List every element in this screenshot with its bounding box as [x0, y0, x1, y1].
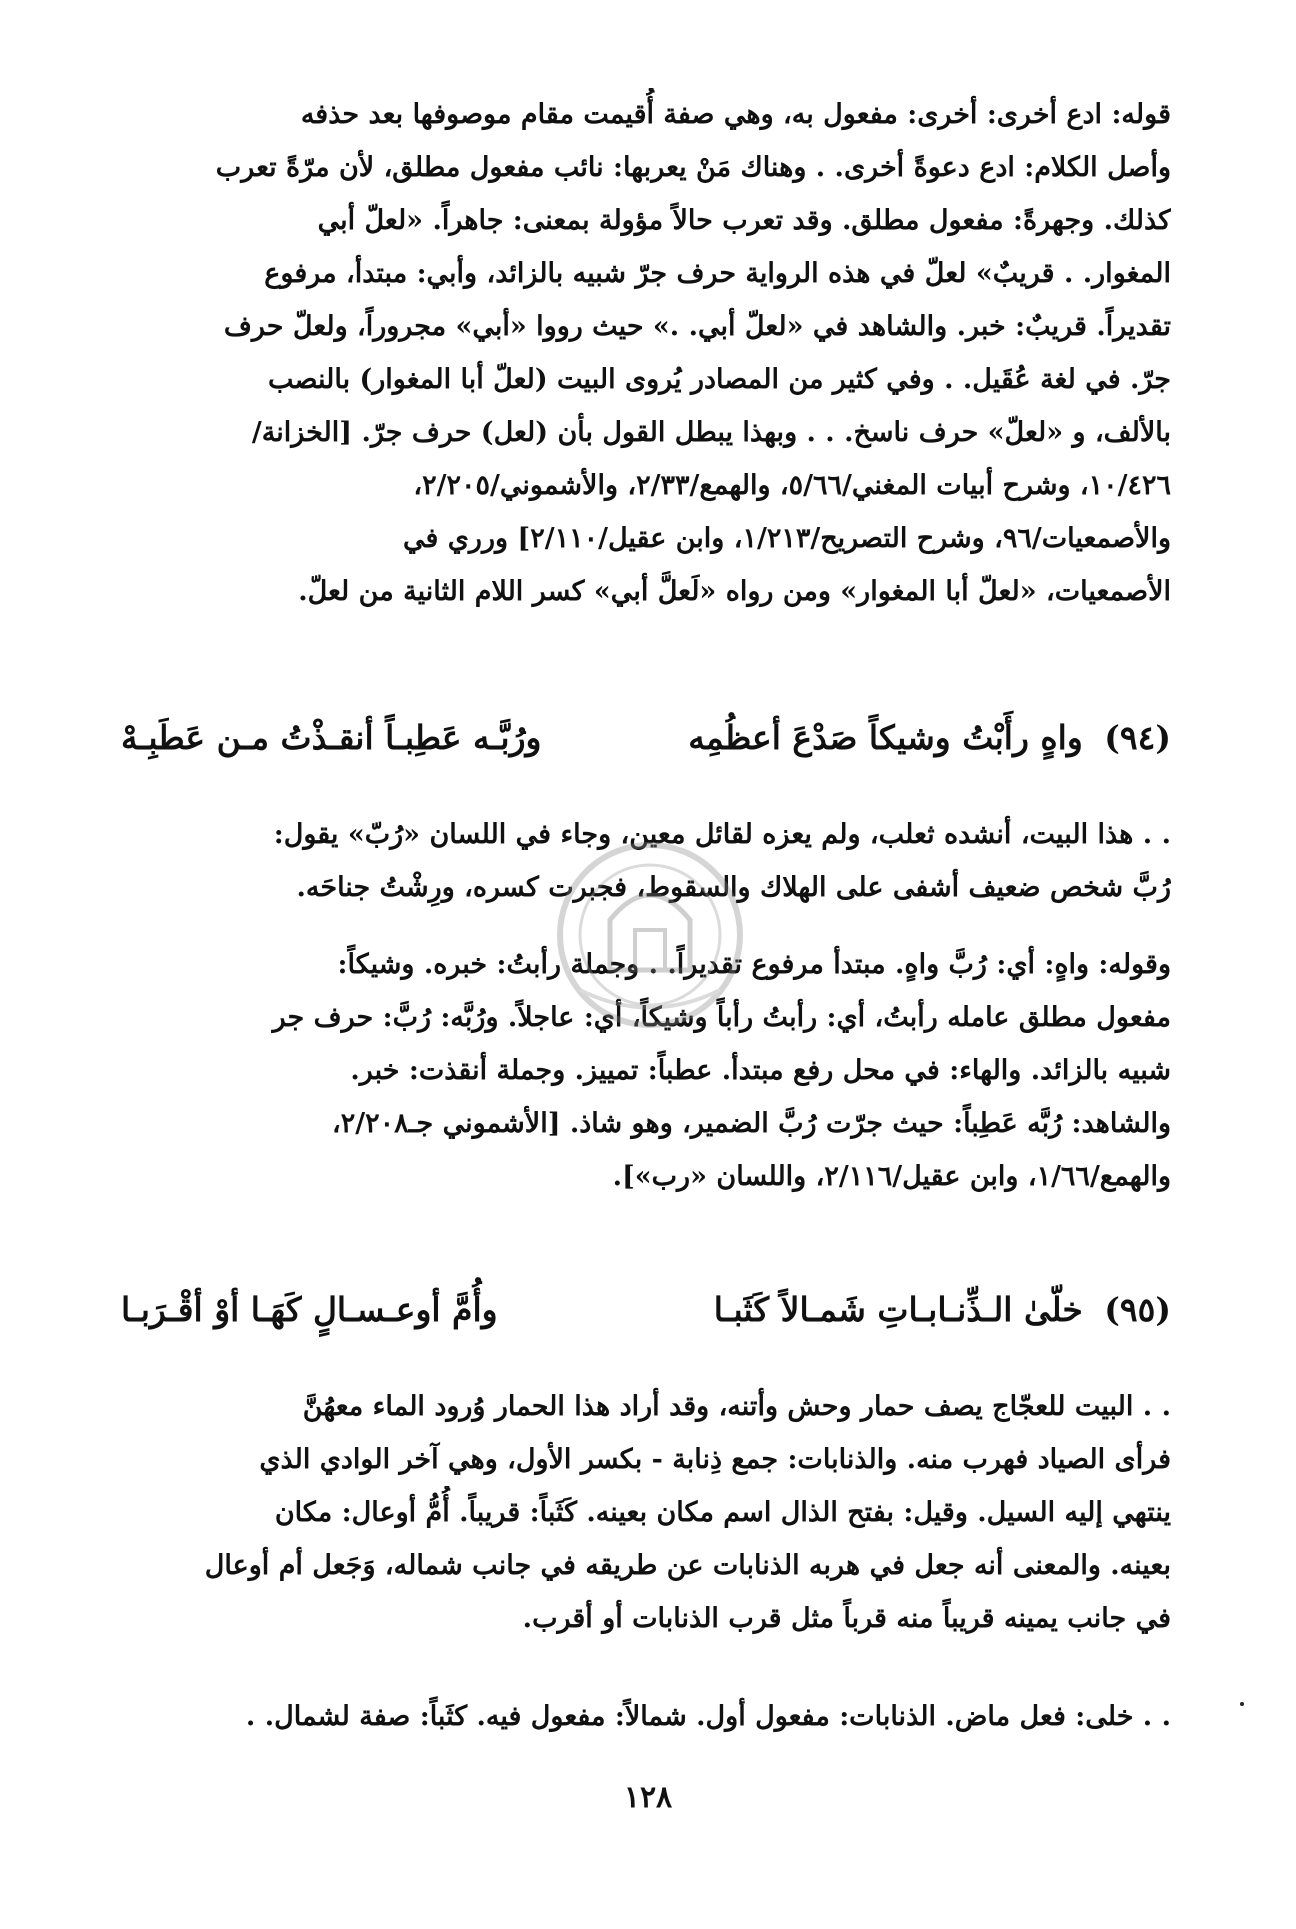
text-line: رُبَّ شخص ضعيف أشفى على الهلاك والسقوط، فجبرت كسره، ورِشْتُ جناحَه. [296, 872, 1171, 903]
text-line: وقوله: واهٍ: أي: رُبَّ واهٍ. مبتدأ مرفوع تقديراً. . وجملة رأبتُ: خبره. وشيكاً: [337, 949, 1171, 980]
library-seal-watermark-icon [540, 830, 760, 1040]
text-line: بالألف، و «لعلّ» حرف ناسخ. . . وبهذا يبطل القول بأن (لعل) حرف جرّ. [الخزانة/ [251, 417, 1171, 448]
verse-second-hemistich: وأُمَّ أوعـسـالٍ كَهَـا أوْ أقْـرَبـا [121, 1290, 498, 1329]
verse-first-hemistich [688, 718, 1171, 757]
text-line: وأصل الكلام: ادع دعوةً أخرى. . وهناك مَنْ يعربها: نائب مفعول مطلق، لأن مرّةً تعرب [215, 152, 1171, 183]
text-line: تقديراً. قريبٌ: خبر. والشاهد في «لعلّ أبي. .» حيث رووا «أبي» مجروراً، ولعلّ حرف [223, 311, 1171, 342]
verse-second-hemistich: ورُبَّـه عَطِبـاً أنقـذْتُ مـن عَطَبِـهْ [121, 718, 542, 757]
page-number: ١٢٨ [623, 1780, 673, 1815]
text-line: . . هذا البيت، أنشده ثعلب، ولم يعزه لقائل معين، وجاء في اللسان «رُبّ» يقول: [273, 819, 1171, 850]
text-line: . . البيت للعجّاج يصف حمار وحش وأتنه، وقد أراد هذا الحمار وُرود الماء معهُنَّ [302, 1391, 1171, 1422]
text-line: مفعول مطلق عامله رأبتُ، أي: رأبتُ رأباً وشيكاً، أي: عاجلاً. ورُبَّه: رُبَّ: حرف جر [272, 1002, 1171, 1033]
text-line: قوله: ادع أخرى: أخرى: مفعول به، وهي صفة أُقيمت مقام موصوفها بعد حذفه [300, 99, 1171, 130]
text-line: والشاهد: رُبَّه عَطِباً: حيث جرّت رُبَّ الضمير، وهو شاذ. [الأشموني جـ٢/٢٠٨، [332, 1108, 1171, 1139]
text-line: فرأى الصياد فهرب منه. والذنابات: جمع ذِنابة - بكسر الأول، وهي آخر الوادي الذي [259, 1444, 1171, 1475]
text-line: الأصمعيات، «لعلّ أبا المغوار» ومن رواه «لَعلَّ أبي» كسر اللام الثانية من لعلّ. [298, 576, 1171, 607]
commentary-block-1 [121, 88, 1171, 618]
verse-text: واهٍ رأَبْتُ وشيكاً صَدْعَ أعظُمِه [688, 718, 1083, 757]
text-line: المغوار. . قريبٌ» لعلّ في هذه الرواية حرف جرّ شبيه بالزائد، وأبي: مبتدأ، مرفوع [264, 258, 1171, 289]
verse-94 [121, 718, 1171, 757]
commentary-block-5 [121, 1690, 1171, 1743]
scan-speck [1240, 1702, 1244, 1706]
text-line: ينتهي إليه السيل. وقيل: بفتح الذال اسم مكان بعينه. كَثَباً: قريباً. أُمُّ أوعال: مكان [274, 1497, 1171, 1528]
text-line: كذلك. وجهرةً: مفعول مطلق. وقد تعرب حالاً مؤولة بمعنى: جاهراً. «لعلّ أبي [317, 205, 1171, 236]
text-line: والهمع/١/٦٦، وابن عقيل/٢/١١٦، واللسان «رب»]. [612, 1161, 1171, 1192]
text-line: شبيه بالزائد. والهاء: في محل رفع مبتدأ. عطباً: تمييز. وجملة أنقذت: خبر. [350, 1055, 1171, 1086]
commentary-block-4 [121, 1380, 1171, 1645]
verse-first-hemistich [714, 1290, 1171, 1329]
verse-number: (٩٤) [1104, 718, 1171, 757]
text-line: في جانب يمينه قريباً منه قرباً مثل قرب الذنابات أو أقرب. [522, 1603, 1171, 1634]
text-line: بعينه. والمعنى أنه جعل في هربه الذنابات عن طريقه في جانب شماله، وَجَعل أم أوعال [204, 1550, 1171, 1581]
text-line: . . خلى: فعل ماض. الذنابات: مفعول أول. شمالاً: مفعول فيه. كثَباً: صفة لشمال. . [245, 1701, 1171, 1732]
text-line: والأصمعيات/٩٦، وشرح التصريح/١/٢١٣، وابن عقيل/٢/١١٠] ورري في [402, 523, 1171, 554]
text-line: جرّ. في لغة عُقَيل. . وفي كثير من المصادر يُروى البيت (لعلّ أبا المغوار) بالنصب [268, 364, 1171, 395]
verse-95 [121, 1290, 1171, 1329]
verse-number: (٩٥) [1104, 1290, 1171, 1329]
verse-text: خلّىٰ الـذِّنـابـاتِ شَمـالاً كَثَبـا [713, 1290, 1083, 1329]
text-line: ١٠/٤٢٦، وشرح أبيات المغني/٥/٦٦، والهمع/٢/٣٣، والأشموني/٢/٢٠٥، [413, 470, 1171, 501]
